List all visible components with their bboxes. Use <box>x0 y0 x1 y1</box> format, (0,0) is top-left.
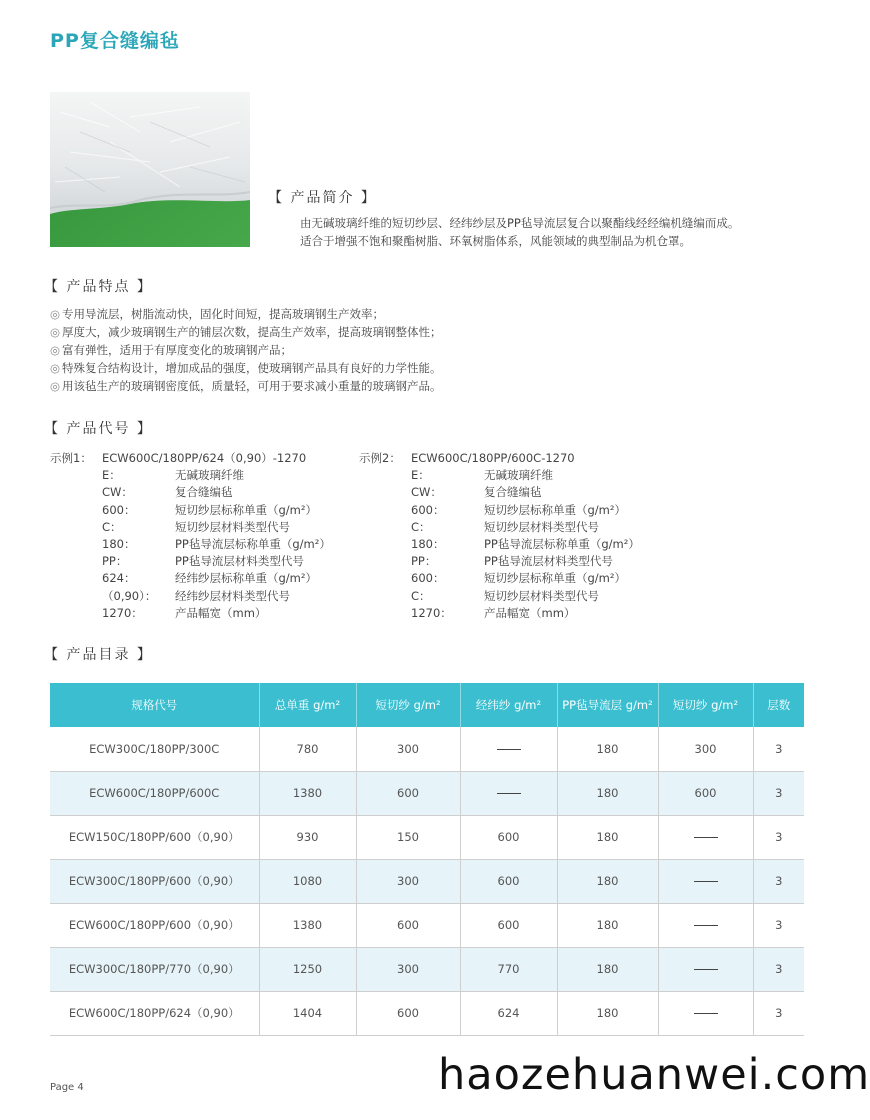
code-row: C： 短切纱层材料类型代号 <box>411 588 599 603</box>
table-cell: 1380 <box>259 903 356 947</box>
table-cell: 3 <box>753 815 804 859</box>
code-example-header <box>359 450 679 467</box>
spec-code-cell: ECW150C/180PP/600（0,90） <box>50 815 259 859</box>
dash-icon <box>497 793 521 794</box>
table-cell: 180 <box>557 903 658 947</box>
code-row: 1270： 产品幅宽（mm） <box>102 605 267 620</box>
code-row: 600： 短切纱层标称单重（g/m²） <box>411 502 626 517</box>
bullet-icon: ◎ <box>50 325 61 339</box>
code-example-label: 示例2： <box>359 451 401 465</box>
table-cell: 600 <box>356 991 460 1035</box>
dash-icon <box>497 749 521 750</box>
code-row: CW： 复合缝编毡 <box>411 485 542 500</box>
table-cell: 3 <box>753 727 804 771</box>
intro-heading: 【 产品简介 】 <box>268 190 377 206</box>
table-cell: 300 <box>658 727 753 771</box>
code-row: C： 短切纱层材料类型代号 <box>411 519 599 534</box>
code-row: 624： 经纬纱层标称单重（g/m²） <box>102 571 317 586</box>
spec-code-cell: ECW300C/180PP/770（0,90） <box>50 947 259 991</box>
table-cell: 3 <box>753 991 804 1035</box>
feature-item: ◎ 专用导流层，树脂流动快，固化时间短，提高玻璃钢生产效率； <box>50 307 385 321</box>
table-cell: 3 <box>753 947 804 991</box>
code-row: （0,90）： 经纬纱层材料类型代号 <box>102 588 290 603</box>
dash-icon <box>694 1013 718 1014</box>
table-row <box>50 727 804 771</box>
feature-item: ◎ 厚度大，减少玻璃钢生产的铺层次数，提高生产效率，提高玻璃钢整体性； <box>50 325 442 339</box>
code-row: 600： 短切纱层标称单重（g/m²） <box>411 571 626 586</box>
table-cell: 3 <box>753 771 804 815</box>
table-cell: 624 <box>460 991 557 1035</box>
features-heading: 【 产品特点 】 <box>44 279 153 295</box>
page-title: PP复合缝编毡 <box>50 30 180 52</box>
code-row: PP： PP毡导流层材料类型代号 <box>411 554 613 569</box>
table-cell: 180 <box>557 991 658 1035</box>
code-row: PP： PP毡导流层材料类型代号 <box>102 554 304 569</box>
table-row <box>50 815 804 859</box>
bullet-icon: ◎ <box>50 361 61 375</box>
code-example-header <box>50 450 350 467</box>
features-list <box>50 305 442 395</box>
table-row <box>50 859 804 903</box>
dash-icon <box>694 881 718 882</box>
table-cell: 180 <box>557 771 658 815</box>
catalog-heading: 【 产品目录 】 <box>44 647 153 663</box>
code-example-1 <box>50 450 350 622</box>
code-row: 180： PP毡导流层标称单重（g/m²） <box>411 536 640 551</box>
table-cell <box>658 991 753 1035</box>
column-header: 总单重 g/m² <box>259 683 356 727</box>
spec-code-cell: ECW600C/180PP/600（0,90） <box>50 903 259 947</box>
page-number: Page 4 <box>50 1082 84 1093</box>
table-cell: 780 <box>259 727 356 771</box>
table-cell <box>658 859 753 903</box>
code-row: E： 无碱玻璃纤维 <box>411 468 553 483</box>
bullet-icon: ◎ <box>50 307 61 321</box>
column-header: 规格代号 <box>50 683 259 727</box>
table-cell: 600 <box>356 903 460 947</box>
table-cell: 600 <box>658 771 753 815</box>
code-row: C： 短切纱层材料类型代号 <box>102 519 290 534</box>
table-header-row <box>50 683 804 727</box>
table-cell <box>460 771 557 815</box>
code-example-code: ECW600C/180PP/600C-1270 <box>411 451 575 465</box>
table-cell: 600 <box>356 771 460 815</box>
table-cell: 300 <box>356 727 460 771</box>
code-example-code: ECW600C/180PP/624（0,90）-1270 <box>102 451 307 465</box>
bullet-icon: ◎ <box>50 343 61 357</box>
column-header: 经纬纱 g/m² <box>460 683 557 727</box>
feature-item: ◎ 富有弹性，适用于有厚度变化的玻璃钢产品； <box>50 343 293 357</box>
table-row <box>50 991 804 1035</box>
spec-code-cell: ECW600C/180PP/624（0,90） <box>50 991 259 1035</box>
intro-line: 由无碱玻璃纤维的短切纱层、经纬纱层及PP毡导流层复合以聚酯线经经编机缝编而成。 <box>300 216 740 230</box>
table-cell: 600 <box>460 859 557 903</box>
feature-item: ◎ 特殊复合结构设计，增加成品的强度，使玻璃钢产品具有良好的力学性能。 <box>50 361 442 375</box>
code-row: 1270： 产品幅宽（mm） <box>411 605 576 620</box>
table-cell: 600 <box>460 815 557 859</box>
code-row: 600： 短切纱层标称单重（g/m²） <box>102 502 317 517</box>
bullet-icon: ◎ <box>50 379 61 393</box>
column-header: 短切纱 g/m² <box>658 683 753 727</box>
table-cell: 3 <box>753 859 804 903</box>
table-cell: 1380 <box>259 771 356 815</box>
spec-code-cell: ECW300C/180PP/600（0,90） <box>50 859 259 903</box>
product-photo <box>50 92 250 247</box>
table-body <box>50 727 804 1035</box>
code-example-2 <box>359 450 679 622</box>
table-cell: 770 <box>460 947 557 991</box>
dash-icon <box>694 837 718 838</box>
table-cell: 180 <box>557 727 658 771</box>
table-cell: 1250 <box>259 947 356 991</box>
table-cell: 180 <box>557 947 658 991</box>
table-cell: 930 <box>259 815 356 859</box>
code-example-label: 示例1： <box>50 451 92 465</box>
feature-item: ◎ 用该毡生产的玻璃钢密度低，质量轻，可用于要求减小重量的玻璃钢产品。 <box>50 379 442 393</box>
table-cell: 3 <box>753 903 804 947</box>
spec-code-cell: ECW300C/180PP/300C <box>50 727 259 771</box>
dash-icon <box>694 925 718 926</box>
watermark: haozehuanwei.com <box>438 1050 870 1100</box>
code-row: CW： 复合缝编毡 <box>102 485 233 500</box>
intro-line: 适合于增强不饱和聚酯树脂、环氧树脂体系，风能领域的典型制品为机仓罩。 <box>300 234 691 248</box>
table-cell: 300 <box>356 947 460 991</box>
table-cell: 180 <box>557 815 658 859</box>
column-header: PP毡导流层 g/m² <box>557 683 658 727</box>
codes-heading: 【 产品代号 】 <box>44 421 153 437</box>
dash-icon <box>694 969 718 970</box>
table-row <box>50 771 804 815</box>
spec-code-cell: ECW600C/180PP/600C <box>50 771 259 815</box>
table-cell: 300 <box>356 859 460 903</box>
table-row <box>50 947 804 991</box>
intro-text <box>300 214 820 250</box>
table-cell: 600 <box>460 903 557 947</box>
table-cell <box>658 903 753 947</box>
table-cell <box>460 727 557 771</box>
catalog-table <box>50 683 804 1036</box>
table-cell: 180 <box>557 859 658 903</box>
table-cell <box>658 815 753 859</box>
table-cell <box>658 947 753 991</box>
table-cell: 1080 <box>259 859 356 903</box>
table-cell: 150 <box>356 815 460 859</box>
code-row: 180： PP毡导流层标称单重（g/m²） <box>102 536 331 551</box>
column-header: 层数 <box>753 683 804 727</box>
column-header: 短切纱 g/m² <box>356 683 460 727</box>
code-row: E： 无碱玻璃纤维 <box>102 468 244 483</box>
table-row <box>50 903 804 947</box>
table-cell: 1404 <box>259 991 356 1035</box>
